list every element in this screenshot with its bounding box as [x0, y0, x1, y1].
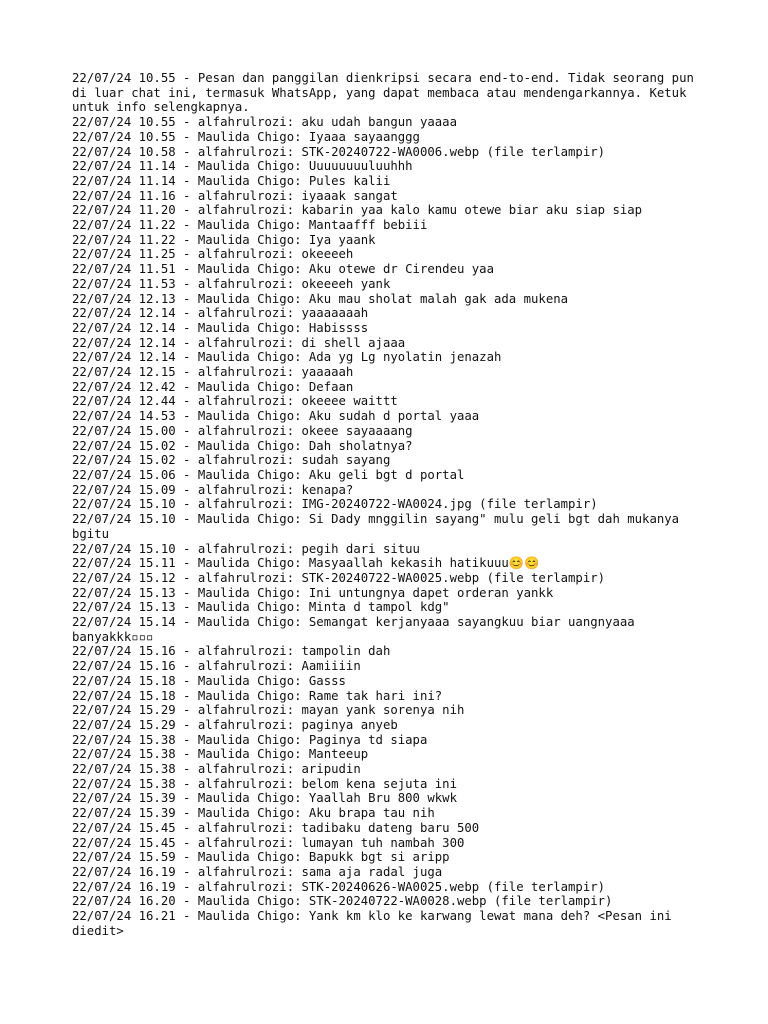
chat-message-line: 22/07/24 15.13 - Maulida Chigo: Minta d tampol kdg" — [72, 600, 450, 615]
chat-message-line: 22/07/24 15.09 - alfahrulrozi: kenapa? — [72, 482, 354, 497]
chat-message-line: 22/07/24 11.22 - Maulida Chigo: Iya yaank — [72, 232, 376, 247]
encryption-notice: 22/07/24 10.55 - Pesan dan panggilan dienkripsi secara end-to-end. Tidak seorang pun di luar chat ini, termasuk WhatsApp, yang dapat membaca atau mendengarkannya. Ketuk untuk info selengkapnya. — [72, 71, 702, 115]
chat-message-line: 22/07/24 11.14 - Maulida Chigo: Uuuuuuuuluuhhh — [72, 159, 413, 174]
chat-message-line: 22/07/24 15.11 - Maulida Chigo: Masyaallah kekasih hatikuuu😊😊 — [72, 556, 540, 571]
chat-message-line: 22/07/24 15.12 - alfahrulrozi: STK-20240722-WA0025.webp (file terlampir) — [72, 570, 606, 585]
chat-message-line: 22/07/24 15.16 - alfahrulrozi: Aamiiiin — [72, 659, 361, 674]
chat-message-line: 22/07/24 11.53 - alfahrulrozi: okeeeeh yank — [72, 276, 391, 291]
chat-message-line: 22/07/24 16.19 - alfahrulrozi: STK-20240626-WA0025.webp (file terlampir) — [72, 879, 606, 894]
chat-message-line: 22/07/24 11.14 - Maulida Chigo: Pules kalii — [72, 173, 391, 188]
chat-message-line: 22/07/24 15.02 - Maulida Chigo: Dah sholatnya? — [72, 438, 413, 453]
chat-message-line: 22/07/24 15.45 - alfahrulrozi: lumayan tuh nambah 300 — [72, 835, 465, 850]
chat-message-line: 22/07/24 16.20 - Maulida Chigo: STK-20240722-WA0028.webp (file terlampir) — [72, 894, 613, 909]
chat-message-line: 22/07/24 15.38 - alfahrulrozi: aripudin — [72, 762, 361, 777]
chat-message-line: 22/07/24 15.10 - alfahrulrozi: IMG-20240722-WA0024.jpg (file terlampir) — [72, 497, 598, 512]
chat-message-line: 22/07/24 12.14 - alfahrulrozi: di shell ajaaa — [72, 335, 406, 350]
chat-message-line: 22/07/24 15.10 - Maulida Chigo: Si Dady mnggilin sayang" mulu geli bgt dah mukanya bgitu — [72, 512, 687, 541]
chat-message-line: 22/07/24 12.14 - alfahrulrozi: yaaaaaaah — [72, 306, 369, 321]
chat-message-line: 22/07/24 12.15 - alfahrulrozi: yaaaaah — [72, 365, 354, 380]
chat-message-line: 22/07/24 15.59 - Maulida Chigo: Bapukk bgt si aripp — [72, 850, 450, 865]
chat-message-line: 22/07/24 15.39 - Maulida Chigo: Yaallah Bru 800 wkwk — [72, 791, 457, 806]
chat-message-line: 22/07/24 15.18 - Maulida Chigo: Rame tak hari ini? — [72, 688, 443, 703]
chat-message-line: 22/07/24 15.02 - alfahrulrozi: sudah sayang — [72, 453, 391, 468]
chat-message-line: 22/07/24 11.51 - Maulida Chigo: Aku otewe dr Cirendeu yaa — [72, 262, 494, 277]
chat-message-line: 22/07/24 15.16 - alfahrulrozi: tampolin dah — [72, 644, 391, 659]
chat-message-line: 22/07/24 10.55 - alfahrulrozi: aku udah bangun yaaaa — [72, 115, 457, 130]
chat-message-line: 22/07/24 14.53 - Maulida Chigo: Aku sudah d portal yaaa — [72, 409, 480, 424]
chat-message-line: 22/07/24 15.38 - Maulida Chigo: Paginya td siapa — [72, 732, 428, 747]
chat-message-line: 22/07/24 16.21 - Maulida Chigo: Yank km klo ke karwang lewat mana deh? <Pesan ini diedit> — [72, 909, 680, 938]
chat-message-line: 22/07/24 15.38 - alfahrulrozi: belom kena sejuta ini — [72, 776, 457, 791]
chat-message-line: 22/07/24 12.42 - Maulida Chigo: Defaan — [72, 379, 354, 394]
chat-message-line: 22/07/24 15.29 - alfahrulrozi: paginya anyeb — [72, 717, 398, 732]
chat-message-line: 22/07/24 10.55 - Maulida Chigo: Iyaaa sayaanggg — [72, 129, 420, 144]
chat-message-line: 22/07/24 15.45 - alfahrulrozi: tadibaku dateng baru 500 — [72, 820, 480, 835]
chat-message-line: 22/07/24 12.13 - Maulida Chigo: Aku mau sholat malah gak ada mukena — [72, 291, 569, 306]
chat-message-line: 22/07/24 15.18 - Maulida Chigo: Gasss — [72, 673, 346, 688]
chat-message-line: 22/07/24 10.58 - alfahrulrozi: STK-20240722-WA0006.webp (file terlampir) — [72, 144, 606, 159]
chat-message-line: 22/07/24 11.25 - alfahrulrozi: okeeeeh — [72, 247, 354, 262]
chat-message-line: 22/07/24 12.14 - Maulida Chigo: Habissss — [72, 320, 369, 335]
chat-message-line: 22/07/24 15.13 - Maulida Chigo: Ini untungnya dapet orderan yankk — [72, 585, 554, 600]
chat-message-line: 22/07/24 15.38 - Maulida Chigo: Manteeup — [72, 747, 369, 762]
chat-message-line: 22/07/24 12.14 - Maulida Chigo: Ada yg Lg nyolatin jenazah — [72, 350, 502, 365]
chat-message-line: 22/07/24 15.39 - Maulida Chigo: Aku brapa tau nih — [72, 806, 435, 821]
chat-message-line: 22/07/24 15.10 - alfahrulrozi: pegih dari situu — [72, 541, 420, 556]
chat-message-line: 22/07/24 11.20 - alfahrulrozi: kabarin yaa kalo kamu otewe biar aku siap siap — [72, 203, 643, 218]
chat-export-document — [72, 71, 712, 938]
chat-message-line: 22/07/24 15.06 - Maulida Chigo: Aku geli bgt d portal — [72, 467, 465, 482]
chat-message-line: 22/07/24 15.14 - Maulida Chigo: Semangat kerjanyaaa sayangkuu biar uangnyaaa banyakkk▫▫▫ — [72, 615, 643, 644]
chat-message-line: 22/07/24 15.29 - alfahrulrozi: mayan yank sorenya nih — [72, 703, 465, 718]
chat-message-line: 22/07/24 11.16 - alfahrulrozi: iyaaak sangat — [72, 188, 398, 203]
chat-message-line: 22/07/24 12.44 - alfahrulrozi: okeeee waittt — [72, 394, 398, 409]
chat-message-line: 22/07/24 15.00 - alfahrulrozi: okeee sayaaaang — [72, 423, 413, 438]
chat-message-line: 22/07/24 11.22 - Maulida Chigo: Mantaafff bebiii — [72, 218, 428, 233]
chat-message-line: 22/07/24 16.19 - alfahrulrozi: sama aja radal juga — [72, 864, 443, 879]
